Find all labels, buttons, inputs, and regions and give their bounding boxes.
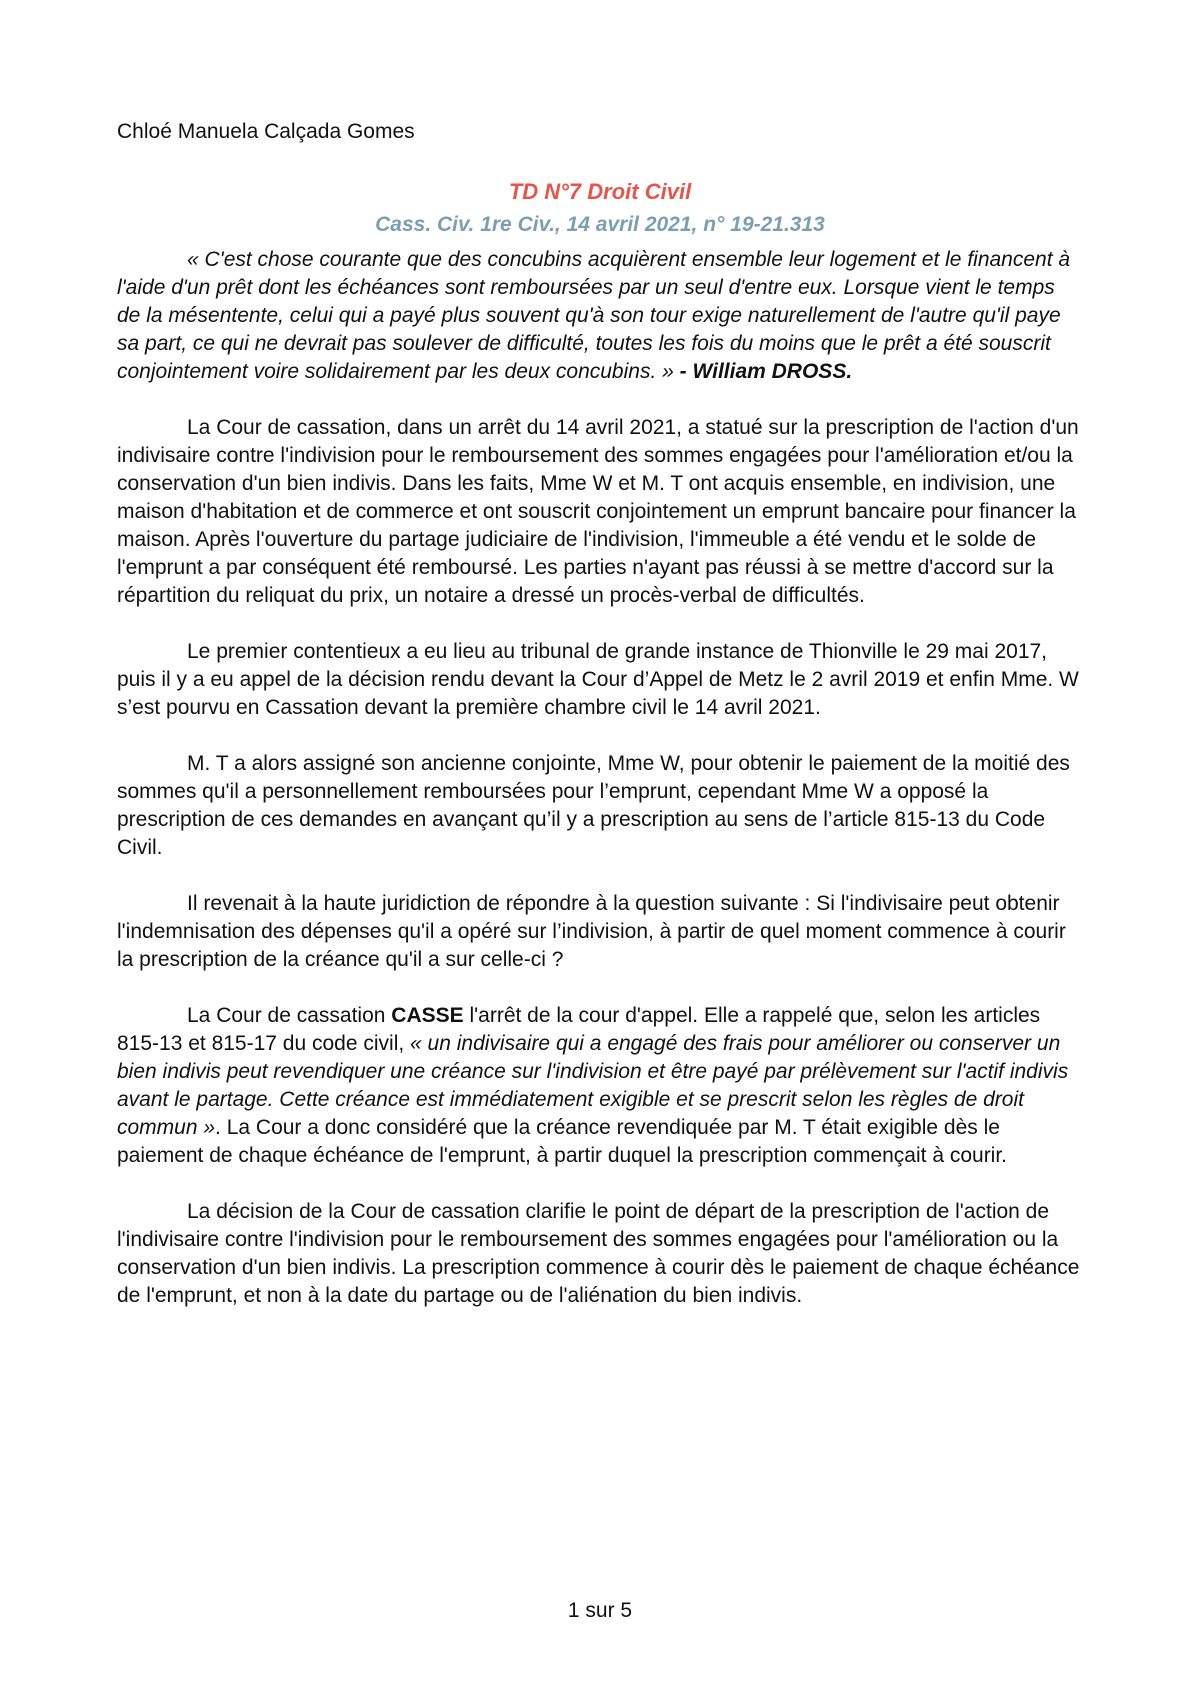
paragraph-legal-question: Il revenait à la haute juridiction de répondre à la question suivante : Si l'indivisaire peut obtenir l'indemnisation des dépenses qu'il a opéré sur l’indivision, à partir de quel moment commence à courir la prescription de la créance qu'il a sur celle-ci ? — [117, 892, 1066, 971]
author-name: Chloé Manuela Calçada Gomes — [117, 120, 415, 143]
quote-author: - William DROSS. — [679, 360, 853, 383]
document-body — [117, 246, 1083, 1310]
paragraph-solution — [117, 1002, 1083, 1170]
paragraph-procedure: Le premier contentieux a eu lieu au tribunal de grande instance de Thionville le 29 mai 2017, puis il y a eu appel de la décision rendu devant la Cour d’Appel de Metz le 2 avril 2019 et enfin Mme. W s’est pourvu en Cassation devant la première chambre civil le 14 avril 2021. — [117, 640, 1079, 719]
paragraph-facts: La Cour de cassation, dans un arrêt du 14 avril 2021, a statué sur la prescription de l'action d'un indivisaire contre l'indivision pour le remboursement des sommes engagées pour l'amélioration et/ou la conservation d'un bien indivis. Dans les faits, Mme W et M. T ont acquis ensemble, en indivision, une maison d'habitation et de commerce et ont souscrit conjointement un emprunt bancaire pour financer la maison. Après l'ouverture du partage judiciaire de l'indivision, l'immeuble a été vendu et le solde de l'emprunt a par conséquent été remboursé. Les parties n'ayant pas réussi à se mettre d'accord sur la répartition du reliquat du prix, un notaire a dressé un procès-verbal de difficultés. — [117, 416, 1079, 607]
case-reference: Cass. Civ. 1re Civ., 14 avril 2021, n° 19-21.313 — [375, 213, 825, 236]
solution-articles: l'arrêt de la cour d'appel. Elle a rappelé que, selon les articles 815-13 et 815-17 du code civil, — [117, 1004, 1041, 1055]
document-title: TD N°7 Droit Civil — [508, 179, 692, 204]
page-number: 1 sur 5 — [567, 1599, 633, 1622]
opening-quote — [117, 246, 1083, 386]
quote-text: « C'est chose courante que des concubins acquièrent ensemble leur logement et le financent à l'aide d'un prêt dont les échéances sont remboursées par un seul d'entre eux. Lorsque vient le temps de la mésentente, celui qui a payé plus souvent qu'à son tour exige naturellement de l'autre qu'il paye sa part, ce qui ne devrait pas soulever de difficulté, toutes les fois du moins que le prêt a été souscrit conjointement voire solidairement par les deux concubins. » — [117, 248, 1071, 383]
paragraph-analysis: La décision de la Cour de cassation clarifie le point de départ de la prescription de l'action de l'indivisaire contre l'indivision pour le remboursement des sommes engagées pour l'amélioration ou la conservation d'un bien indivis. La prescription commence à courir dès le paiement de chaque échéance de l'emprunt, et non à la date du partage ou de l'aliénation du bien indivis. — [117, 1200, 1080, 1307]
solution-verdict: CASSE — [391, 1004, 464, 1027]
solution-conclusion: . La Cour a donc considéré que la créance revendiquée par M. T était exigible dès le paiement de chaque échéance de l'emprunt, à partir duquel la prescription commençait à courir. — [117, 1116, 1008, 1167]
paragraph-claims: M. T a alors assigné son ancienne conjointe, Mme W, pour obtenir le paiement de la moitié des sommes qu'il a personnellement remboursées pour l’emprunt, cependant Mme W a opposé la prescription de ces demandes en avançant qu’il y a prescription au sens de l’article 815-13 du Code Civil. — [117, 752, 1070, 859]
solution-citation: « un indivisaire qui a engagé des frais pour améliorer ou conserver un bien indivis peut revendiquer une créance sur l'indivision et être payé par prélèvement sur l'actif indivis avant le partage. Cette créance est immédiatement exigible et se prescrit selon les règles de droit commun » — [117, 1032, 1069, 1139]
solution-intro: La Cour de cassation — [187, 1004, 392, 1027]
